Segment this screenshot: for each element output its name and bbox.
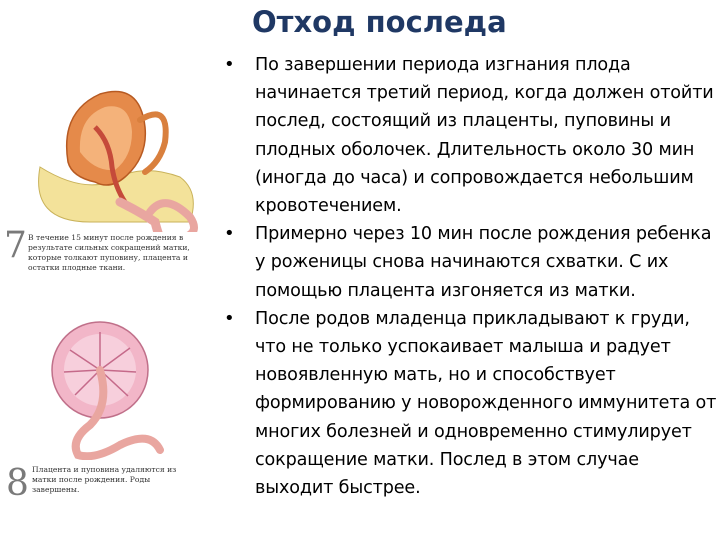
figure-caption: В течение 15 минут после рождения в результате сильных сокращений матки, которые толкают пуповину, плацента и остатки плодные ткани. [28,233,190,272]
figure-number: 8 [6,463,29,504]
uterus-illustration [0,72,215,232]
bullet-item [222,305,717,502]
bullet-dot-icon: • [224,54,235,75]
bullet-list [222,51,717,502]
figure-placenta-illustration [0,310,215,510]
bullet-item [222,51,717,220]
bullet-item [222,220,717,305]
bullet-text: По завершении периода изгнания плода начинается третий период, когда должен отойти послед, состоящий из плаценты, пуповины и плодных оболочек. Длительность около 30 мин (иногда до часа) и сопровождается небольшим кровотечением. [255,55,714,217]
placenta-illustration [0,310,215,460]
slide-title: Отход последа [252,5,507,39]
figure-caption: Плацента и пуповина удаляются из матки после рождения. Роды завершены. [32,465,177,494]
figure-number: 7 [4,225,27,266]
bullet-text: Примерно через 10 мин после рождения ребенка у роженицы снова начинаются схватки. С их помощью плацента изгоняется из матки. [255,224,712,301]
bullet-dot-icon: • [224,307,235,329]
bullet-text: После родов младенца прикладывают к груди, что не только успокаивает малыша и радует новоявленную мать, но и способствует формированию у новорожденного иммунитета от многих болезней и одновременно стимулирует сокращение матки. Послед в этом случае выходит быстрее. [255,308,717,499]
figure-uterus-illustration [0,72,215,312]
bullet-dot-icon: • [224,223,235,245]
